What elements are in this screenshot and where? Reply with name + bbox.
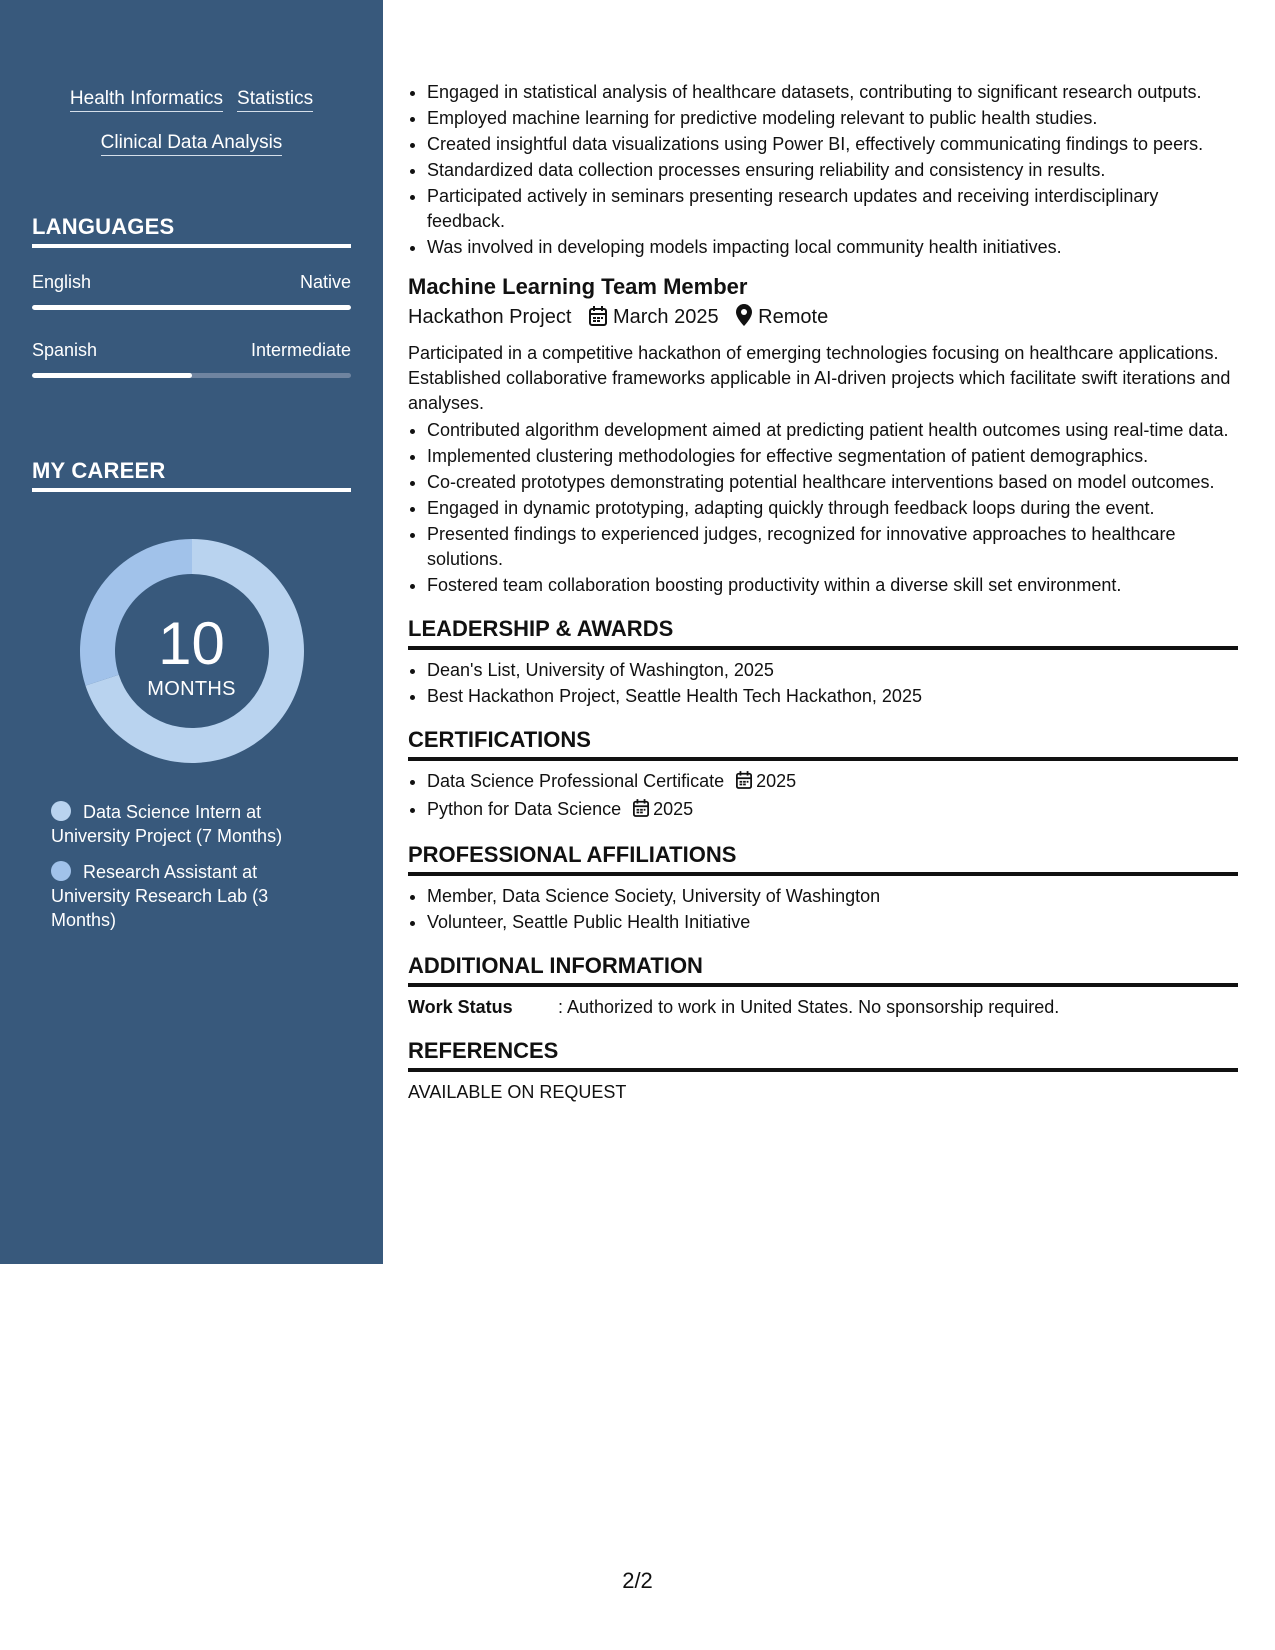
job-location: Remote	[758, 306, 829, 328]
affiliation-item: • Member, Data Science Society, University of Washington	[427, 884, 1238, 909]
awards-heading: LEADERSHIP & AWARDS	[408, 614, 1238, 650]
legend-dot	[51, 801, 71, 821]
language-proficiency-bar	[32, 305, 351, 310]
career-legend	[32, 800, 351, 932]
bullet-item: • Engaged in dynamic prototyping, adapting quickly through feedback loops during the event.	[427, 496, 1238, 521]
language-level: Intermediate	[250, 340, 351, 360]
certification-item	[427, 797, 1238, 824]
career-legend-item	[51, 800, 311, 848]
language-level: Native	[299, 272, 351, 292]
certification-name: Data Science Professional Certificate	[427, 771, 725, 791]
language-proficiency-bar	[32, 373, 351, 378]
certification-year: 2025	[756, 771, 797, 791]
language-english	[32, 272, 351, 310]
affiliation-item: • Volunteer, Seattle Public Health Initiative	[427, 910, 1238, 935]
career-legend-label: Data Science Intern at University Project (7 Months)	[51, 802, 283, 846]
job-bullet-list	[408, 418, 1238, 598]
calendar-icon	[633, 799, 649, 824]
certification-name: Python for Data Science	[427, 799, 622, 819]
main-content	[408, 80, 1238, 1105]
intro-bullet-list	[408, 80, 1238, 260]
skill-tag[interactable]: Statistics	[237, 88, 313, 112]
award-item: • Dean's List, University of Washington, 2025	[427, 658, 1238, 683]
career-legend-label: Research Assistant at University Research Lab (3 Months)	[51, 862, 269, 930]
bullet-item: • Was involved in developing models impacting local community health initiatives.	[427, 235, 1238, 260]
page-number: 2/2	[622, 1568, 653, 1593]
sidebar	[0, 0, 383, 1264]
bullet-item: • Created insightful data visualizations using Power BI, effectively communicating findings to peers.	[427, 132, 1238, 157]
career-unit: MONTHS	[147, 678, 236, 700]
bullet-item: • Employed machine learning for predictive modeling relevant to public health studies.	[427, 106, 1238, 131]
language-name: English	[32, 272, 92, 292]
career-heading: MY CAREER	[32, 458, 351, 492]
skills-list	[32, 0, 351, 176]
certification-year: 2025	[653, 799, 694, 819]
job-org: Hackathon Project	[408, 306, 572, 328]
job-date: March 2025	[612, 306, 719, 328]
bullet-item: • Engaged in statistical analysis of healthcare datasets, contributing to significant research outputs.	[427, 80, 1238, 105]
bullet-item: • Implemented clustering methodologies for effective segmentation of patient demographics.	[427, 444, 1238, 469]
language-name: Spanish	[32, 340, 98, 360]
legend-dot	[51, 861, 71, 881]
skill-tag[interactable]: Health Informatics	[70, 88, 223, 112]
references-heading: REFERENCES	[408, 1036, 1238, 1072]
bullet-item: • Presented findings to experienced judges, recognized for innovative approaches to healthcare solutions.	[427, 522, 1238, 572]
award-item: • Best Hackathon Project, Seattle Health Tech Hackathon, 2025	[427, 684, 1238, 709]
bullet-item: • Fostered team collaboration boosting productivity within a diverse skill set environment.	[427, 573, 1238, 598]
certifications-list	[408, 769, 1238, 824]
map-pin-icon	[736, 304, 752, 335]
job-meta	[408, 302, 1238, 335]
career-donut-chart	[77, 536, 307, 766]
skill-tag[interactable]: Clinical Data Analysis	[101, 132, 283, 156]
calendar-icon	[736, 771, 752, 796]
job-description: Participated in a competitive hackathon of emerging technologies focusing on healthcare applications. Established collaborative frameworks applicable in AI-driven projects which facilitate swift iterations and analyses.	[408, 343, 1231, 413]
work-status	[408, 995, 1238, 1020]
language-proficiency-fill	[32, 305, 351, 310]
affiliations-heading: PROFESSIONAL AFFILIATIONS	[408, 840, 1238, 876]
calendar-icon	[589, 305, 607, 335]
career-total-months: 10	[158, 610, 225, 677]
bullet-item: • Standardized data collection processes ensuring reliability and consistency in results.	[427, 158, 1238, 183]
affiliations-list	[408, 884, 1238, 935]
bullet-item: • Co-created prototypes demonstrating potential healthcare interventions based on model outcomes.	[427, 470, 1238, 495]
work-status-value: : Authorized to work in United States. No sponsorship required.	[558, 997, 1060, 1017]
certifications-heading: CERTIFICATIONS	[408, 725, 1238, 761]
language-spanish	[32, 340, 351, 378]
bullet-item: • Participated actively in seminars presenting research updates and receiving interdisciplinary feedback.	[427, 184, 1238, 234]
bullet-item: • Contributed algorithm development aimed at predicting patient health outcomes using real-time data.	[427, 418, 1238, 443]
languages-heading: LANGUAGES	[32, 214, 351, 248]
references-text: AVAILABLE ON REQUEST	[408, 1082, 627, 1102]
certification-item	[427, 769, 1238, 796]
work-status-label: Work Status	[408, 997, 513, 1017]
language-proficiency-fill	[32, 373, 192, 378]
awards-list	[408, 658, 1238, 709]
additional-info-heading: ADDITIONAL INFORMATION	[408, 951, 1238, 987]
career-legend-item	[51, 860, 311, 932]
job-title: Machine Learning Team Member	[408, 274, 748, 299]
